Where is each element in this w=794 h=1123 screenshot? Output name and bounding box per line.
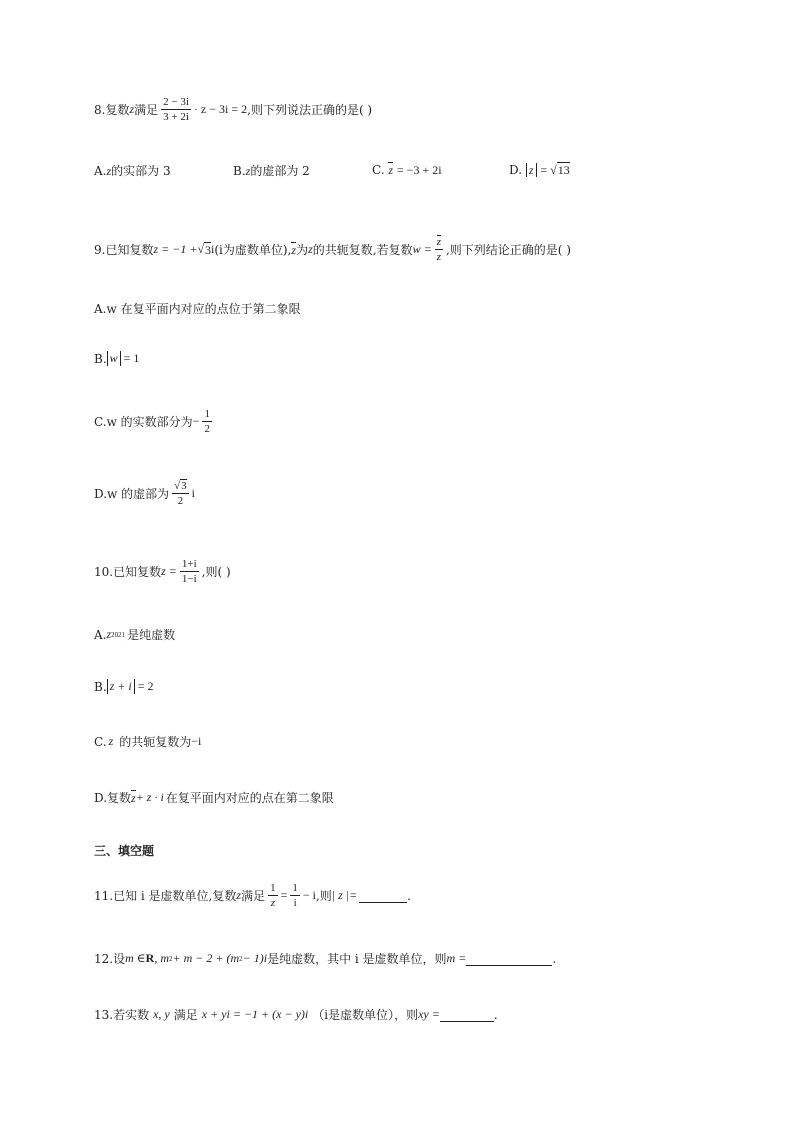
q8-option-d-abs-z: z [526, 163, 537, 177]
q11-f2-num: 1 [292, 882, 298, 894]
q8-option-c-eq: = −3 + 2i [396, 162, 442, 177]
q11-text-2: 满足 [241, 889, 266, 903]
q9-option-c-minus: − [192, 414, 200, 428]
q8-option-c-label: C. [372, 162, 385, 177]
q9-option-b [94, 351, 139, 366]
q10-option-c-z: z [108, 734, 114, 748]
q12-m-in: m ∈ [125, 951, 146, 965]
q8-text-2: 满足 [134, 103, 159, 117]
q12-expr-3: − 1)i [242, 951, 268, 965]
q8-option-b-text: 的虚部为 2 [250, 163, 310, 178]
q11-f2-den: i [293, 897, 297, 909]
q13-expr: x + yi = −1 + (x − y)i [201, 1007, 309, 1021]
q10-text-2: ,则( ) [201, 565, 231, 579]
q12-text-1: 设 [113, 952, 126, 966]
q9-option-d-num: √3 [174, 480, 187, 492]
q8-option-b-var: z [245, 163, 251, 178]
q11-number: 11. [94, 888, 114, 903]
q9-option-d-fraction [172, 480, 189, 507]
q12-square-2: 2 [239, 954, 243, 963]
q9-option-c-num: 1 [204, 408, 210, 420]
q12-expr-2: + m − 2 + (m [172, 951, 240, 965]
q9-frac-num [435, 236, 443, 250]
q9-option-b-label: B. [94, 351, 107, 366]
q10-option-d-expr: + z · i [135, 790, 164, 804]
q9-option-c-text: C.w 的实数部分为 [94, 415, 193, 429]
q9-option-d [94, 480, 195, 507]
q9-sqrt3: 3 [205, 242, 212, 257]
q9-w-eq: w = [412, 242, 432, 256]
q9-option-d-den: 2 [177, 495, 184, 507]
q12-end: . [552, 951, 557, 966]
q8-text-3: ,则下列说法正确的是( ) [247, 103, 373, 117]
q8-option-a [94, 162, 171, 179]
q9-option-c [94, 408, 215, 435]
q10-fraction [180, 558, 199, 585]
q11-equals: = [280, 888, 288, 902]
q10-option-c [94, 733, 201, 750]
q8-frac-denominator: 3 + 2i [163, 111, 189, 123]
q10-z-eq: z = [161, 564, 177, 578]
q10-option-d-text: 在复平面内对应的点在第二象限 [165, 791, 334, 805]
q9-text-4: ,则下列结论正确的是( ) [445, 243, 571, 257]
q8-option-d: D. z = √13 [509, 162, 570, 177]
q9-option-a [94, 300, 301, 317]
q8-option-c [372, 163, 442, 178]
q8-option-a-var: z [106, 163, 112, 178]
q10-option-b-eq: = 2 [137, 679, 154, 693]
q11-stem [94, 882, 411, 909]
q10-option-b-label: B. [94, 679, 107, 694]
q11-f1-den: z [270, 897, 275, 909]
q9-eq-z: z = −1 + [153, 242, 198, 256]
q9-text-3: 的共轭复数,若复数 [312, 243, 413, 257]
q9-var-z: z [308, 242, 313, 256]
q8-option-a-label: A. [94, 163, 107, 178]
q11-minus-i: − i [302, 888, 316, 902]
q10-frac-num: 1+i [181, 558, 197, 570]
q9-option-c-den: 2 [204, 423, 210, 435]
q9-option-b-abs-w: w [107, 351, 121, 366]
q9-option-a-text: A.w 在复平面内对应的点位于第二象限 [94, 302, 301, 316]
q8-fraction [161, 96, 191, 123]
q9-option-d-text: D.w 的虚部为 [94, 487, 170, 501]
q10-option-d-zbar: z [131, 790, 136, 805]
q10-option-a-exponent: 2021 [111, 630, 126, 639]
q9-text-1: 已知复数 [105, 243, 154, 257]
q8-option-a-text: 的实部为 3 [111, 163, 171, 178]
q13-vars: x, y [153, 1007, 170, 1021]
q12-expr-1: , m [154, 951, 170, 965]
q8-stem [94, 96, 372, 123]
q12-real-set: R [145, 951, 155, 965]
q10-option-c-text: 的共轭复数为 [119, 735, 192, 749]
q11-var-z: z [236, 888, 242, 902]
q8-option-d-eq: = [540, 162, 551, 177]
q9-zbar: z [291, 242, 297, 257]
q10-text-1: 已知复数 [113, 565, 162, 579]
q10-option-d [94, 789, 334, 806]
q10-option-b [94, 679, 154, 694]
q12-square-1: 2 [169, 954, 173, 963]
q11-f1-num: 1 [270, 882, 276, 894]
q11-abs-z: | z |= [331, 888, 358, 902]
q11-fraction-2 [290, 882, 300, 909]
q10-frac-den: 1−i [181, 573, 197, 585]
q8-option-c-zbar: z [388, 162, 394, 177]
q11-text-3: ,则 [315, 889, 332, 903]
q9-option-b-eq: = 1 [123, 351, 140, 365]
q13-text-2: 满足 [173, 1008, 198, 1022]
q9-option-d-i: i [191, 486, 195, 500]
q12-number: 12. [94, 951, 114, 966]
q8-text-1: 复数 [105, 103, 130, 117]
q13-answer-blank[interactable] [440, 1008, 494, 1022]
q11-fraction-1 [268, 882, 278, 909]
q13-text-1: 若实数 [113, 1008, 150, 1022]
q13-end: . [493, 1007, 498, 1022]
q9-frac-num-zbar: z [436, 236, 441, 248]
q11-end: . [407, 888, 411, 903]
q9-option-c-fraction [202, 408, 212, 435]
q8-option-d-label: D. [509, 162, 523, 177]
q9-fraction [435, 236, 443, 263]
q11-answer-blank[interactable] [359, 889, 407, 903]
q8-equation-rest: · z − 3i = 2 [193, 102, 248, 116]
q10-option-a [94, 626, 175, 643]
q12-m-eq: m = [446, 951, 467, 965]
q9-number: 9. [94, 242, 106, 257]
q10-option-b-abs: z + i [107, 679, 135, 694]
q10-option-c-value: −i [191, 734, 202, 748]
q10-option-a-label: A. [94, 627, 107, 642]
q8-var-z: z [129, 102, 135, 116]
q12-answer-blank[interactable] [466, 952, 552, 966]
q9-i: i [211, 242, 215, 256]
q10-stem [94, 558, 231, 585]
q8-option-b-label: B. [233, 163, 246, 178]
q10-option-d-label: D.复数 [94, 791, 132, 805]
section-heading-fill-blank: 三、填空题 [94, 844, 155, 858]
q13-number: 13. [94, 1007, 114, 1022]
q9-frac-den: z [436, 251, 441, 263]
q9-paren-note: (i为虚数单位), [214, 243, 292, 257]
q10-option-a-z: z [106, 627, 112, 641]
q13-text-3: （i是虚数单位），则 [312, 1008, 419, 1022]
q10-option-c-label: C. [94, 734, 107, 749]
q9-stem: 9. 已知复数 z = −1 + √ 3 i (i为虚数单位), z 为 z 的共轭复数,若复数 w = $\frac{z}{z}$ ,则下列结论正确的是( ) [94, 236, 571, 263]
q12-text-2: 是纯虚数，其中 i 是虚数单位，则 [267, 952, 447, 966]
q8-option-b [233, 162, 310, 179]
q8-number: 8. [94, 102, 106, 117]
q13-xy-eq: xy = [418, 1007, 440, 1021]
q13-stem [94, 1006, 498, 1023]
q8-frac-numerator: 2 − 3i [163, 96, 189, 108]
q12-stem [94, 950, 556, 967]
q10-option-a-text: 是纯虚数 [127, 628, 176, 642]
q8-option-d-sqrt: 13 [557, 162, 570, 177]
q11-text-1: 已知 i 是虚数单位,复数 [113, 889, 237, 903]
q9-option-d-sqrt: 3 [181, 480, 187, 492]
q10-number: 10. [94, 564, 114, 579]
q9-text-2: 为 [296, 243, 309, 257]
